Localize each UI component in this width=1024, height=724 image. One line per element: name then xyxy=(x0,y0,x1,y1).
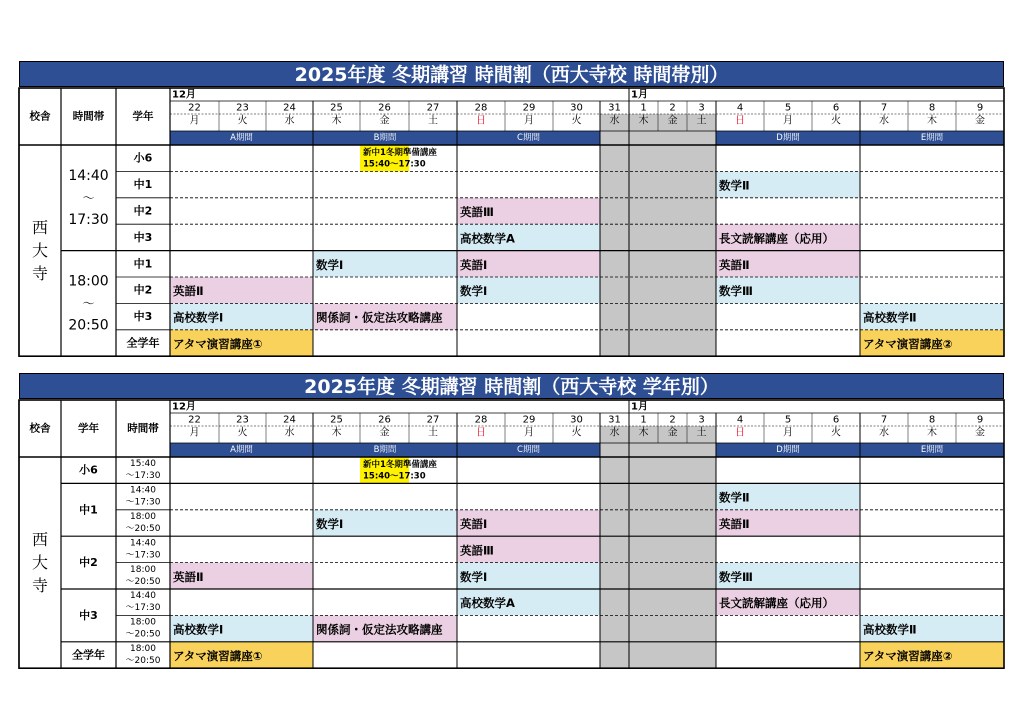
time-label: ～17:30 xyxy=(125,603,161,614)
period-label: B期間 xyxy=(373,445,397,455)
column-header: 時間帯 xyxy=(127,422,159,435)
time-label: 18:00 xyxy=(130,617,156,628)
weekday-label: 水 xyxy=(609,115,620,127)
weekday-label: 日 xyxy=(735,115,745,127)
weekday-label: 水 xyxy=(284,115,295,127)
day-number: 26 xyxy=(378,102,391,114)
weekday-label: 木 xyxy=(638,427,649,439)
weekday-label: 日 xyxy=(735,427,745,439)
grade-label: 中2 xyxy=(133,283,153,297)
class-name: 数学Ⅰ xyxy=(460,284,488,299)
column-header: 学年 xyxy=(78,422,99,435)
weekday-label: 火 xyxy=(571,427,582,439)
day-number: 6 xyxy=(832,102,840,114)
grade-label: 小6 xyxy=(79,463,98,477)
campus-char: 寺 xyxy=(31,576,49,596)
time-label: 18:00 xyxy=(130,512,156,522)
weekday-label: 火 xyxy=(237,427,248,439)
timetable-title: 2025年度 冬期講習 時間割（西大寺校 学年別） xyxy=(19,373,1004,399)
period-label: A期間 xyxy=(230,445,253,455)
grade-label: 全学年 xyxy=(126,336,160,350)
month-label: 12月 xyxy=(172,89,196,101)
day-number: 3 xyxy=(698,414,705,426)
day-number: 26 xyxy=(378,414,391,426)
day-number: 28 xyxy=(474,102,488,114)
time-range: ～ xyxy=(82,296,95,311)
campus-char: 寺 xyxy=(31,264,49,284)
day-number: 25 xyxy=(330,102,343,114)
time-range: 17:30 xyxy=(68,211,109,228)
grade-label: 中3 xyxy=(133,230,153,244)
period-label: C期間 xyxy=(517,133,540,143)
weekday-label: 月 xyxy=(189,115,200,127)
campus-char: 西 xyxy=(31,530,49,550)
column-header: 学年 xyxy=(132,110,154,123)
class-name: 数学Ⅱ xyxy=(719,490,750,505)
time-label: ～17:30 xyxy=(125,550,161,561)
day-number: 9 xyxy=(976,102,984,114)
weekday-label: 日 xyxy=(476,427,486,439)
class-name: 高校数学Ⅱ xyxy=(863,310,917,325)
day-number: 2 xyxy=(669,102,676,114)
time-label: 14:40 xyxy=(130,591,156,602)
grade-label: 中2 xyxy=(133,204,153,218)
time-label: 14:40 xyxy=(130,538,156,549)
grade-label: 全学年 xyxy=(72,648,105,662)
weekday-label: 木 xyxy=(638,115,649,127)
day-number: 5 xyxy=(784,102,792,114)
day-number: 24 xyxy=(283,102,296,114)
class-name: 数学Ⅰ xyxy=(316,257,344,272)
class-name: 高校数学A xyxy=(460,596,515,611)
class-name: 英語Ⅲ xyxy=(460,205,494,219)
campus-char: 大 xyxy=(31,241,49,261)
day-number: 23 xyxy=(236,414,249,426)
class-name: 数学Ⅲ xyxy=(719,569,753,584)
day-number: 7 xyxy=(880,102,888,114)
period-label: E期間 xyxy=(920,133,944,143)
day-number: 29 xyxy=(522,414,536,426)
day-number: 4 xyxy=(736,102,744,114)
period-label: E期間 xyxy=(920,445,944,455)
month-label: 1月 xyxy=(631,401,648,413)
day-number: 28 xyxy=(474,414,488,426)
month-label: 12月 xyxy=(172,401,196,413)
class-name: 英語Ⅱ xyxy=(719,517,750,531)
day-number: 31 xyxy=(608,102,621,114)
weekday-label: 木 xyxy=(927,427,937,439)
period-label: A期間 xyxy=(230,133,253,143)
day-number: 2 xyxy=(669,414,676,426)
class-name: 高校数学Ⅱ xyxy=(863,622,917,637)
grade-label: 中3 xyxy=(133,310,153,324)
weekday-label: 月 xyxy=(524,427,534,439)
class-name: 数学Ⅰ xyxy=(460,569,488,584)
weekday-label: 月 xyxy=(783,427,793,439)
day-number: 30 xyxy=(570,414,583,426)
time-label: ～17:30 xyxy=(125,471,161,482)
weekday-label: 木 xyxy=(331,427,342,439)
day-number: 9 xyxy=(976,414,984,426)
day-number: 7 xyxy=(880,414,888,426)
weekday-label: 木 xyxy=(331,115,342,127)
period-label: D期間 xyxy=(776,133,800,143)
day-number: 31 xyxy=(608,414,621,426)
day-number: 6 xyxy=(832,414,840,426)
weekday-label: 金 xyxy=(975,115,985,127)
day-number: 1 xyxy=(640,414,647,426)
time-range: 14:40 xyxy=(68,167,109,184)
day-number: 4 xyxy=(736,414,744,426)
period-label: D期間 xyxy=(776,445,800,455)
class-name: アタマ演習講座② xyxy=(863,337,953,351)
weekday-label: 水 xyxy=(879,427,889,439)
weekday-label: 金 xyxy=(667,115,678,127)
weekday-label: 土 xyxy=(696,427,707,439)
class-time: 15:40～17:30 xyxy=(363,471,426,482)
weekday-label: 火 xyxy=(237,115,248,127)
class-name: 新中1冬期準備講座 xyxy=(363,147,437,158)
column-header: 時間帯 xyxy=(72,110,105,123)
period-label: B期間 xyxy=(373,133,397,143)
weekday-label: 土 xyxy=(428,115,438,127)
grade-label: 中3 xyxy=(79,608,98,622)
class-name: 数学Ⅰ xyxy=(316,517,344,531)
day-number: 22 xyxy=(188,414,201,426)
day-number: 1 xyxy=(640,102,647,114)
timetable-title: 2025年度 冬期講習 時間割（西大寺校 時間帯別） xyxy=(19,61,1004,87)
day-number: 29 xyxy=(522,102,536,114)
weekday-label: 水 xyxy=(284,427,295,439)
class-name: 英語Ⅰ xyxy=(460,257,488,272)
weekday-label: 月 xyxy=(524,115,534,127)
class-name: 英語Ⅱ xyxy=(173,569,204,584)
class-name: 英語Ⅲ xyxy=(460,543,494,558)
month-label: 1月 xyxy=(631,89,648,101)
time-range: 18:00 xyxy=(68,273,109,290)
day-number: 27 xyxy=(426,414,440,426)
class-name: 関係詞・仮定法攻略講座 xyxy=(316,622,443,637)
weekday-label: 金 xyxy=(667,427,678,439)
class-name: 高校数学Ⅰ xyxy=(173,310,224,325)
class-name: 数学Ⅲ xyxy=(719,284,753,299)
class-time: 15:40～17:30 xyxy=(363,159,426,170)
grade-label: 中1 xyxy=(79,503,98,517)
day-number: 27 xyxy=(426,102,440,114)
campus-char: 大 xyxy=(31,553,49,573)
holiday-shade xyxy=(600,426,716,668)
time-label: ～20:50 xyxy=(125,524,161,534)
class-name: 高校数学A xyxy=(460,231,515,246)
grade-label: 中1 xyxy=(133,257,153,271)
grade-label: 中1 xyxy=(133,178,153,192)
day-number: 3 xyxy=(698,102,705,114)
class-name: 英語Ⅱ xyxy=(173,284,204,299)
column-header: 校舎 xyxy=(29,110,51,123)
weekday-label: 火 xyxy=(831,427,841,439)
weekday-label: 日 xyxy=(476,115,486,127)
class-name: 関係詞・仮定法攻略講座 xyxy=(316,310,443,325)
class-name: アタマ演習講座① xyxy=(173,649,263,663)
time-label: ～20:50 xyxy=(125,629,161,640)
class-name: 英語Ⅱ xyxy=(719,257,750,272)
class-name: 長文読解講座（応用） xyxy=(719,231,834,246)
class-name: アタマ演習講座① xyxy=(173,337,263,351)
weekday-label: 水 xyxy=(879,115,889,127)
day-number: 25 xyxy=(330,414,343,426)
day-number: 5 xyxy=(784,414,792,426)
grade-label: 小6 xyxy=(133,151,153,165)
day-number: 24 xyxy=(283,414,296,426)
day-number: 22 xyxy=(188,102,201,114)
weekday-label: 土 xyxy=(428,427,438,439)
weekday-label: 金 xyxy=(975,427,985,439)
weekday-label: 月 xyxy=(783,115,793,127)
time-range: 20:50 xyxy=(68,317,109,334)
grade-label: 中2 xyxy=(79,556,98,570)
weekday-label: 火 xyxy=(831,115,841,127)
class-name: アタマ演習講座② xyxy=(863,649,953,663)
class-name: 新中1冬期準備講座 xyxy=(363,459,437,470)
weekday-label: 月 xyxy=(189,427,200,439)
campus-char: 西 xyxy=(31,218,49,238)
time-label: 15:40 xyxy=(130,459,156,470)
weekday-label: 水 xyxy=(609,427,620,439)
time-label: 18:00 xyxy=(130,644,156,654)
period-label: C期間 xyxy=(517,445,540,455)
day-number: 8 xyxy=(928,414,936,426)
day-number: 30 xyxy=(570,102,583,114)
column-header: 校舎 xyxy=(29,422,51,435)
class-name: 長文読解講座（応用） xyxy=(719,596,834,611)
weekday-label: 金 xyxy=(379,115,390,127)
time-label: ～20:50 xyxy=(125,576,161,587)
time-label: 18:00 xyxy=(130,564,156,575)
day-number: 23 xyxy=(236,102,249,114)
weekday-label: 金 xyxy=(379,427,390,439)
weekday-label: 火 xyxy=(571,115,582,127)
weekday-label: 土 xyxy=(696,115,707,127)
class-name: 英語Ⅰ xyxy=(460,517,488,531)
class-name: 高校数学Ⅰ xyxy=(173,622,224,637)
time-range: ～ xyxy=(82,190,95,205)
time-label: ～17:30 xyxy=(125,497,161,508)
day-number: 8 xyxy=(928,102,936,114)
time-label: 14:40 xyxy=(130,485,156,496)
time-label: ～20:50 xyxy=(125,656,161,666)
weekday-label: 木 xyxy=(927,115,937,127)
class-name: 数学Ⅱ xyxy=(719,178,750,193)
